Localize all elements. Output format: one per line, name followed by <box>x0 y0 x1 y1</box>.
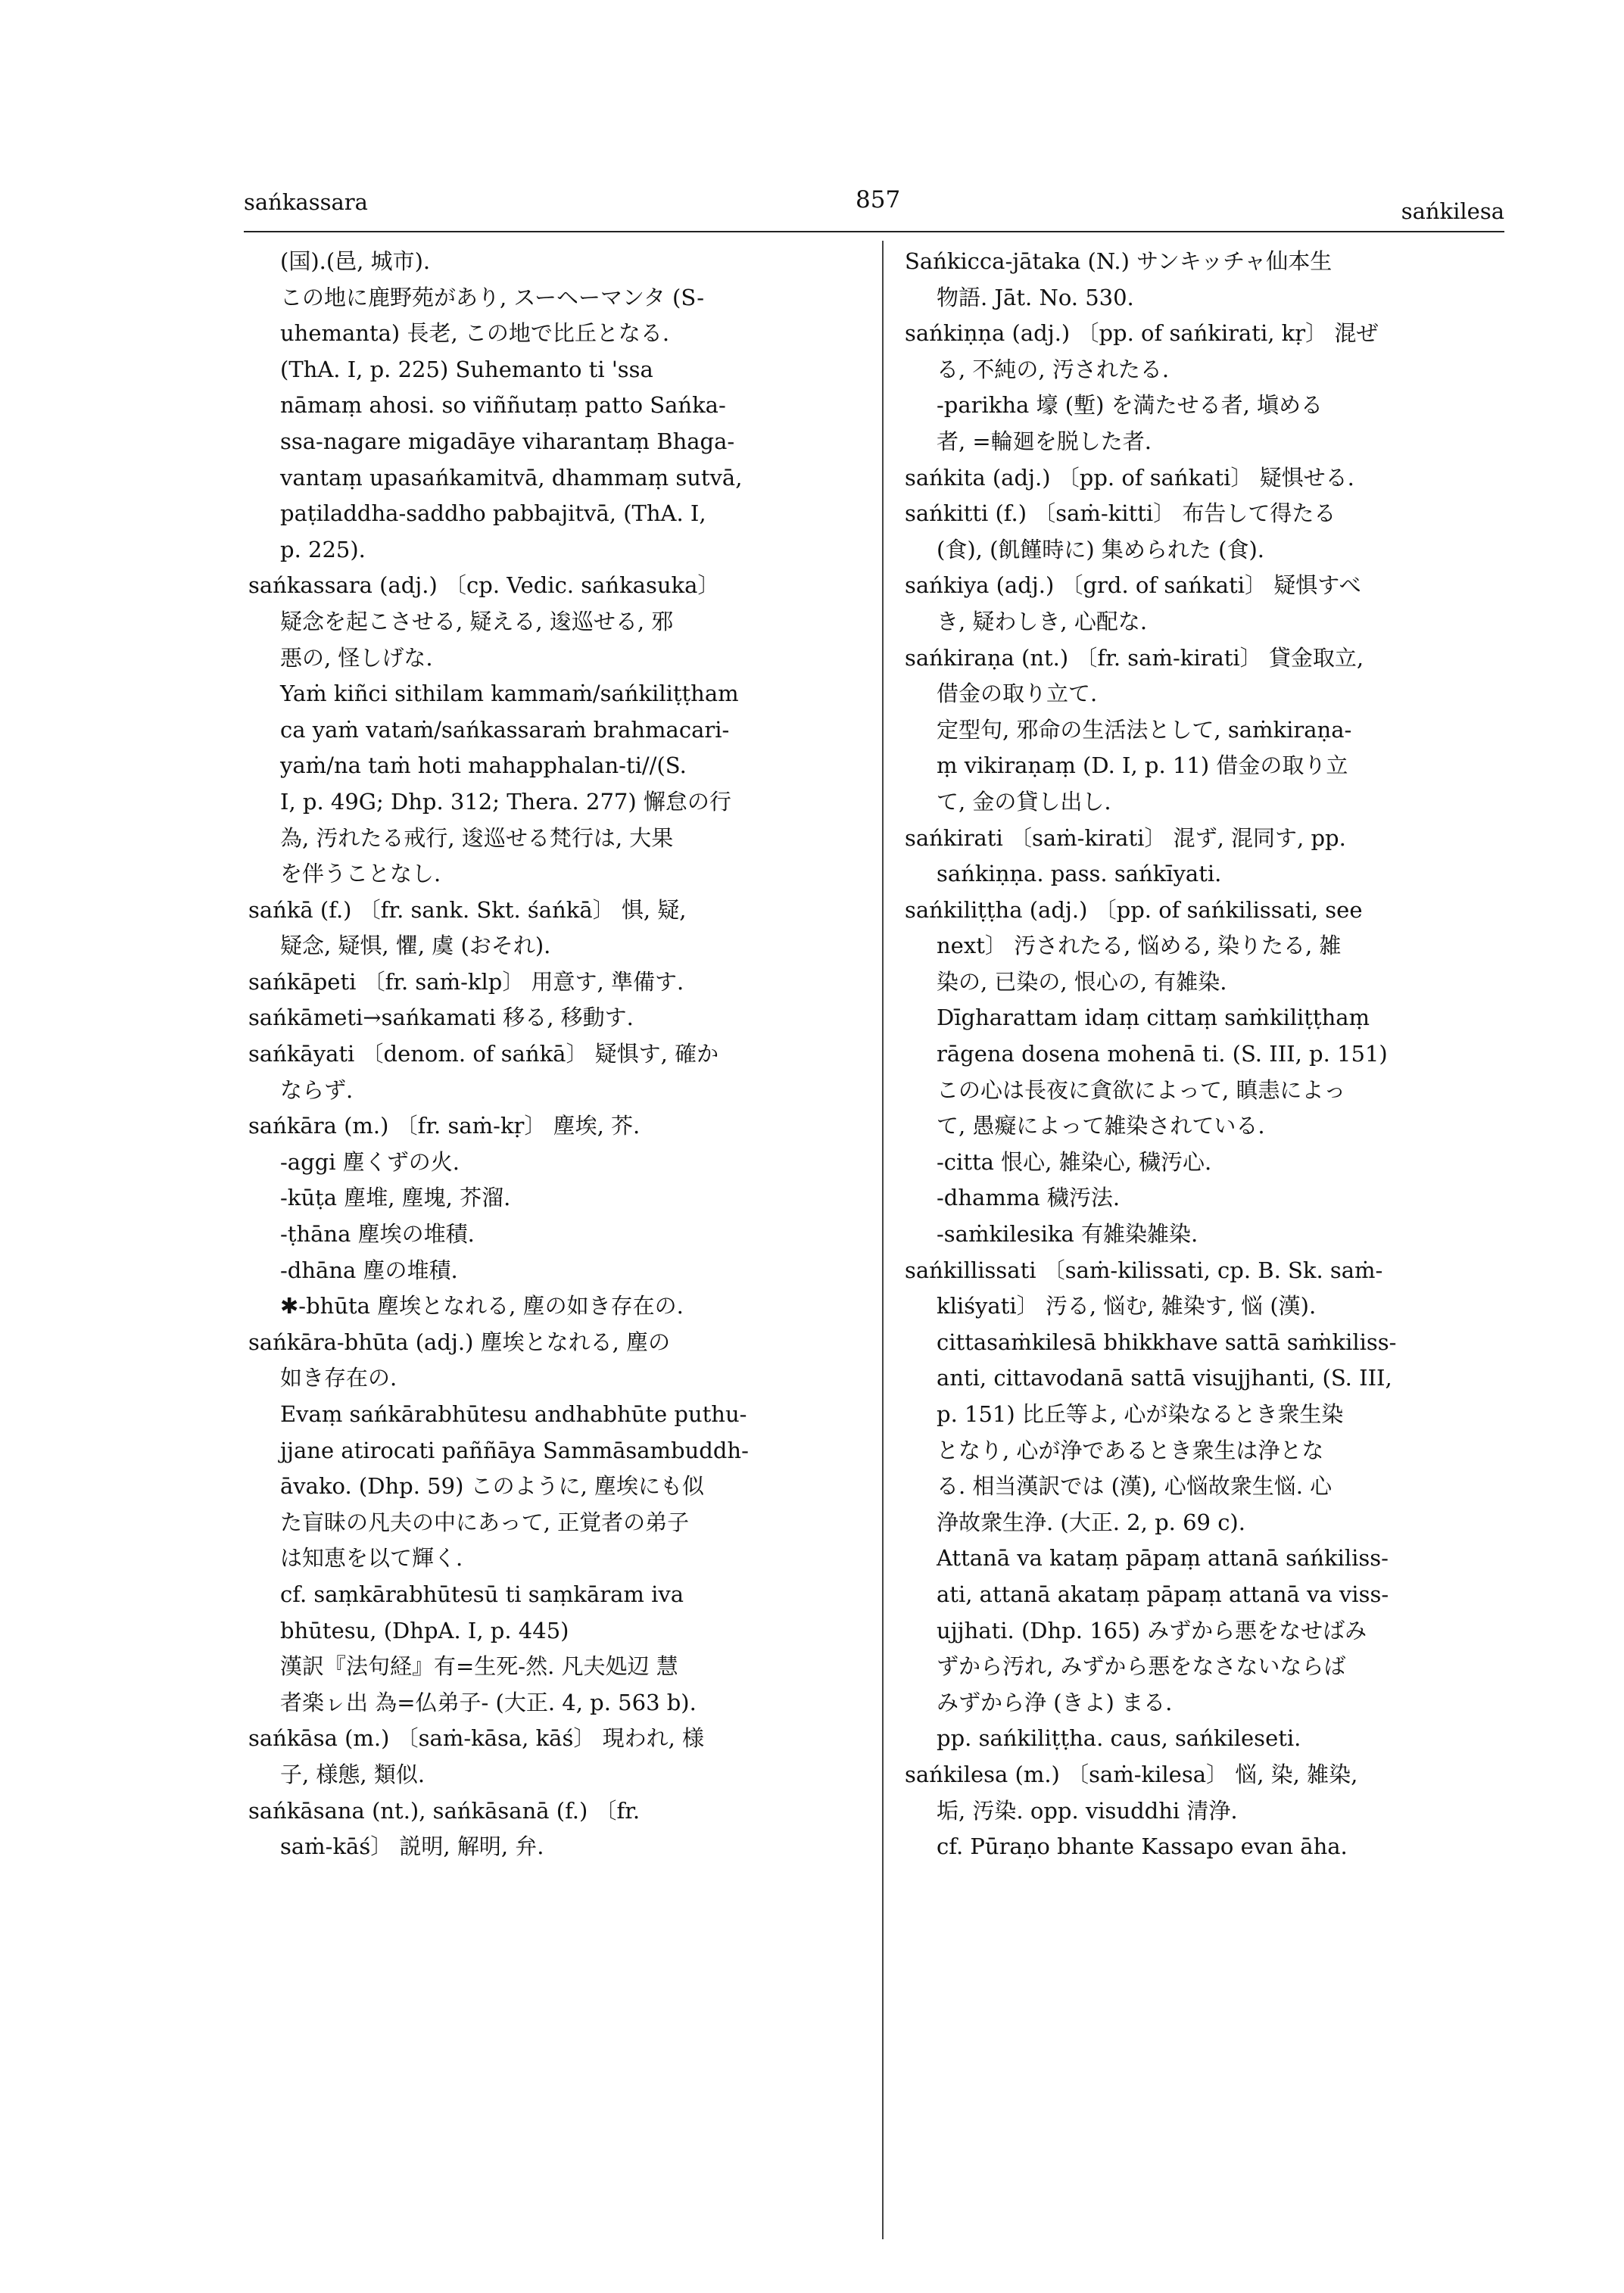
dictionary-line: -citta 恨心, 雑染心, 穢汚心. <box>937 1148 1212 1175</box>
dictionary-line: Attanā va kataṃ pāpaṃ attanā sańkiliss- <box>937 1545 1389 1572</box>
dictionary-line: sańkiliṭṭha (adj.) 〔pp. of sańkilissati, see <box>905 896 1363 923</box>
dictionary-line: sańkirati 〔saṁ-kirati〕 混ず, 混同す, pp. <box>905 824 1346 851</box>
dictionary-line: p. 151) 比丘等よ, 心が染なるとき衆生染 <box>937 1401 1344 1427</box>
running-head-left: sańkassara <box>244 189 368 215</box>
dictionary-line: sańkilesa (m.) 〔saṁ-kilesa〕 悩, 染, 雑染, <box>905 1761 1358 1787</box>
dictionary-line: sańkā (f.) 〔fr. sank. Skt. śańkā〕 惧, 疑, <box>248 896 687 923</box>
dictionary-line: (食), (飢饉時に) 集められた (食). <box>937 536 1264 562</box>
dictionary-line: sańkiya (adj.) 〔grd. of sańkati〕 疑惧すべ <box>905 572 1361 599</box>
dictionary-line: ssa-nagare migadāye viharantaṃ Bhaga- <box>280 428 735 454</box>
dictionary-line: ca yaṁ vataṁ/sańkassaraṁ brahmacari- <box>280 716 730 743</box>
dictionary-line: I, p. 49G; Dhp. 312; Thera. 277) 懈怠の行 <box>280 788 731 815</box>
dictionary-line: nāmaṃ ahosi. so viññutaṃ patto Sańka- <box>280 392 726 419</box>
dictionary-line: -saṁkilesika 有雑染雑染. <box>937 1221 1199 1248</box>
dictionary-line: cf. Pūraṇo bhante Kassapo evan āha. <box>937 1833 1348 1860</box>
dictionary-line: sańkita (adj.) 〔pp. of sańkati〕 疑惧せる. <box>905 464 1354 491</box>
dictionary-line: -aggi 塵くずの火. <box>280 1148 460 1175</box>
page-number: 857 <box>856 186 901 213</box>
dictionary-line: -kūṭa 塵堆, 塵塊, 芥溜. <box>280 1185 511 1211</box>
dictionary-line: ✱-bhūta 塵埃となれる, 塵の如き存在の. <box>280 1293 684 1319</box>
dictionary-line: āvako. (Dhp. 59) このように, 塵埃にも似 <box>280 1473 705 1500</box>
dictionary-line: kliśyati〕 汚る, 悩む, 雑染す, 悩 (漢). <box>937 1293 1317 1319</box>
dictionary-line: sańkāra (m.) 〔fr. saṁ-kṛ〕 塵埃, 芥. <box>248 1113 641 1139</box>
dictionary-line: 疑念を起こさせる, 疑える, 逡巡せる, 邪 <box>280 608 674 634</box>
dictionary-line: 物語. Jāt. No. 530. <box>937 284 1134 310</box>
dictionary-line: た盲昧の凡夫の中にあって, 正覚者の弟子 <box>280 1509 690 1535</box>
dictionary-line: ずから汚れ, みずから悪をなさないならば <box>937 1653 1346 1680</box>
dictionary-line: yaṁ/na taṁ hoti mahapphalan-ti//(S. <box>280 752 687 779</box>
dictionary-line: て, 愚癡によって雑染されている. <box>937 1113 1265 1139</box>
dictionary-line: sańkāmeti→sańkamati 移る, 移動す. <box>248 1005 634 1031</box>
dictionary-line: る, 不純の, 汚されたる. <box>937 356 1170 382</box>
dictionary-line: 定型句, 邪命の生活法として, saṁkiraṇa- <box>937 716 1352 743</box>
dictionary-line: Sańkicca-jātaka (N.) サンキッチャ仙本生 <box>905 248 1333 274</box>
dictionary-line: -dhamma 穢汚法. <box>937 1185 1121 1211</box>
dictionary-line: sańkassara (adj.) 〔cp. Vedic. sańkasuka〕 <box>248 572 720 599</box>
dictionary-line: (ThA. I, p. 225) Suhemanto ti 'ssa <box>280 356 653 382</box>
dictionary-line: vantaṃ upasańkamitvā, dhammaṃ sutvā, <box>280 464 743 491</box>
dictionary-line: sańkitti (f.) 〔saṁ-kitti〕 布告して得たる <box>905 500 1336 527</box>
dictionary-line: 借金の取り立て. <box>937 681 1098 707</box>
dictionary-line: paṭiladdha-saddho pabbajitvā, (ThA. I, <box>280 500 706 527</box>
dictionary-line: saṁ-kāś〕 説明, 解明, 弁. <box>280 1833 544 1860</box>
dictionary-line: -dhāna 塵の堆積. <box>280 1257 458 1283</box>
dictionary-line: sańkillissati 〔saṁ-kilissati, cp. B. Sk. saṁ- <box>905 1257 1383 1283</box>
dictionary-line: ṃ vikiraṇaṃ (D. I, p. 11) 借金の取り立 <box>937 752 1348 779</box>
column-divider <box>882 241 884 2239</box>
dictionary-line: bhūtesu, (DhpA. I, p. 445) <box>280 1617 569 1643</box>
dictionary-line: 悪の, 怪しげな. <box>280 644 433 671</box>
dictionary-line: sańkāyati 〔denom. of sańkā〕 疑惧す, 確か <box>248 1041 719 1067</box>
dictionary-line: は知恵を以て輝く. <box>280 1545 463 1572</box>
running-head-right: sańkilesa <box>1401 198 1504 224</box>
dictionary-line: る. 相当漢訳では (漢), 心悩故衆生悩. 心 <box>937 1473 1333 1500</box>
dictionary-line: sańkiraṇa (nt.) 〔fr. saṁ-kirati〕 貸金取立, <box>905 644 1364 671</box>
dictionary-line: き, 疑わしき, 心配な. <box>937 608 1148 634</box>
dictionary-line: p. 225). <box>280 536 366 562</box>
dictionary-line: 者, =輪廻を脱した者. <box>937 428 1152 454</box>
dictionary-line: Dīgharattam idaṃ cittaṃ saṁkiliṭṭhaṃ <box>937 1005 1370 1031</box>
dictionary-line: sańkāpeti 〔fr. saṁ-klp〕 用意す, 準備す. <box>248 968 684 995</box>
dictionary-line: next〕 汚されたる, 悩める, 染りたる, 雑 <box>937 933 1342 959</box>
dictionary-line: sańkāsa (m.) 〔saṁ-kāsa, kāś〕 現われ, 様 <box>248 1725 705 1752</box>
dictionary-line: Evaṃ sańkārabhūtesu andhabhūte puthu- <box>280 1401 747 1427</box>
dictionary-line: て, 金の貸し出し. <box>937 788 1111 815</box>
dictionary-line: みずから浄 (きよ) まる. <box>937 1689 1173 1715</box>
dictionary-line: この心は長夜に貪欲によって, 瞋恚によっ <box>937 1076 1346 1103</box>
dictionary-line: となり, 心が浄であるとき衆生は浄とな <box>937 1437 1324 1463</box>
dictionary-line: 子, 様態, 類似. <box>280 1761 425 1787</box>
dictionary-line: 者楽ㇾ出 為=仏弟子- (大正. 4, p. 563 b). <box>280 1689 697 1715</box>
dictionary-line: cf. saṃkārabhūtesū ti saṃkāram iva <box>280 1581 684 1607</box>
dictionary-line: 為, 汚れたる戒行, 逡巡せる梵行は, 大果 <box>280 824 674 851</box>
dictionary-line: を伴うことなし. <box>280 861 441 887</box>
dictionary-line: ujjhati. (Dhp. 165) みずから悪をなせばみ <box>937 1617 1367 1643</box>
header-rule <box>244 231 1504 232</box>
dictionary-line: -parikha 壕 (塹) を満たせる者, 塡める <box>937 392 1323 419</box>
dictionary-line: anti, cittavodanā sattā visujjhanti, (S. III, <box>937 1365 1392 1391</box>
dictionary-line: ati, attanā akataṃ pāpaṃ attanā va viss- <box>937 1581 1389 1607</box>
dictionary-line: sańkāra-bhūta (adj.) 塵埃となれる, 塵の <box>248 1329 671 1355</box>
dictionary-line: jjane atirocati paññāya Sammāsambuddh- <box>280 1437 749 1463</box>
dictionary-line: cittasaṁkilesā bhikkhave sattā saṁkiliss- <box>937 1329 1397 1355</box>
page-header <box>244 186 1504 227</box>
dictionary-line: ならず. <box>280 1076 354 1103</box>
dictionary-line: sańkiṇṇa (adj.) 〔pp. of sańkirati, kṛ〕 混ぜ <box>905 320 1379 347</box>
dictionary-line: sańkāsana (nt.), sańkāsanā (f.) 〔fr. <box>248 1797 641 1824</box>
dictionary-line: 浄故衆生浄. (大正. 2, p. 69 c). <box>937 1509 1245 1535</box>
dictionary-line: -ṭhāna 塵埃の堆積. <box>280 1221 475 1248</box>
dictionary-line: Yaṁ kiñci sithilam kammaṁ/sańkiliṭṭham <box>280 681 739 707</box>
dictionary-line: sańkiṇṇa. pass. sańkīyati. <box>937 861 1222 887</box>
dictionary-line: 漢訳『法句経』有=生死-然. 凡夫処辺 慧 <box>280 1653 678 1680</box>
dictionary-line: uhemanta) 長老, この地で比丘となる. <box>280 320 670 347</box>
dictionary-line: この地に鹿野苑があり, スーヘーマンタ (S- <box>280 284 705 310</box>
dictionary-line: 垢, 汚染. opp. visuddhi 清浄. <box>937 1797 1238 1824</box>
dictionary-line: pp. sańkiliṭṭha. caus, sańkileseti. <box>937 1725 1301 1752</box>
right-column <box>897 244 1503 1865</box>
dictionary-line: 染の, 已染の, 恨心の, 有雑染. <box>937 968 1227 995</box>
dictionary-line: 如き存在の. <box>280 1365 397 1391</box>
dictionary-line: 疑念, 疑惧, 懼, 虞 (おそれ). <box>280 933 551 959</box>
dictionary-line: rāgena dosena mohenā ti. (S. III, p. 151) <box>937 1041 1388 1067</box>
left-column <box>241 244 846 1865</box>
dictionary-line: (国).(邑, 城市). <box>280 248 431 274</box>
